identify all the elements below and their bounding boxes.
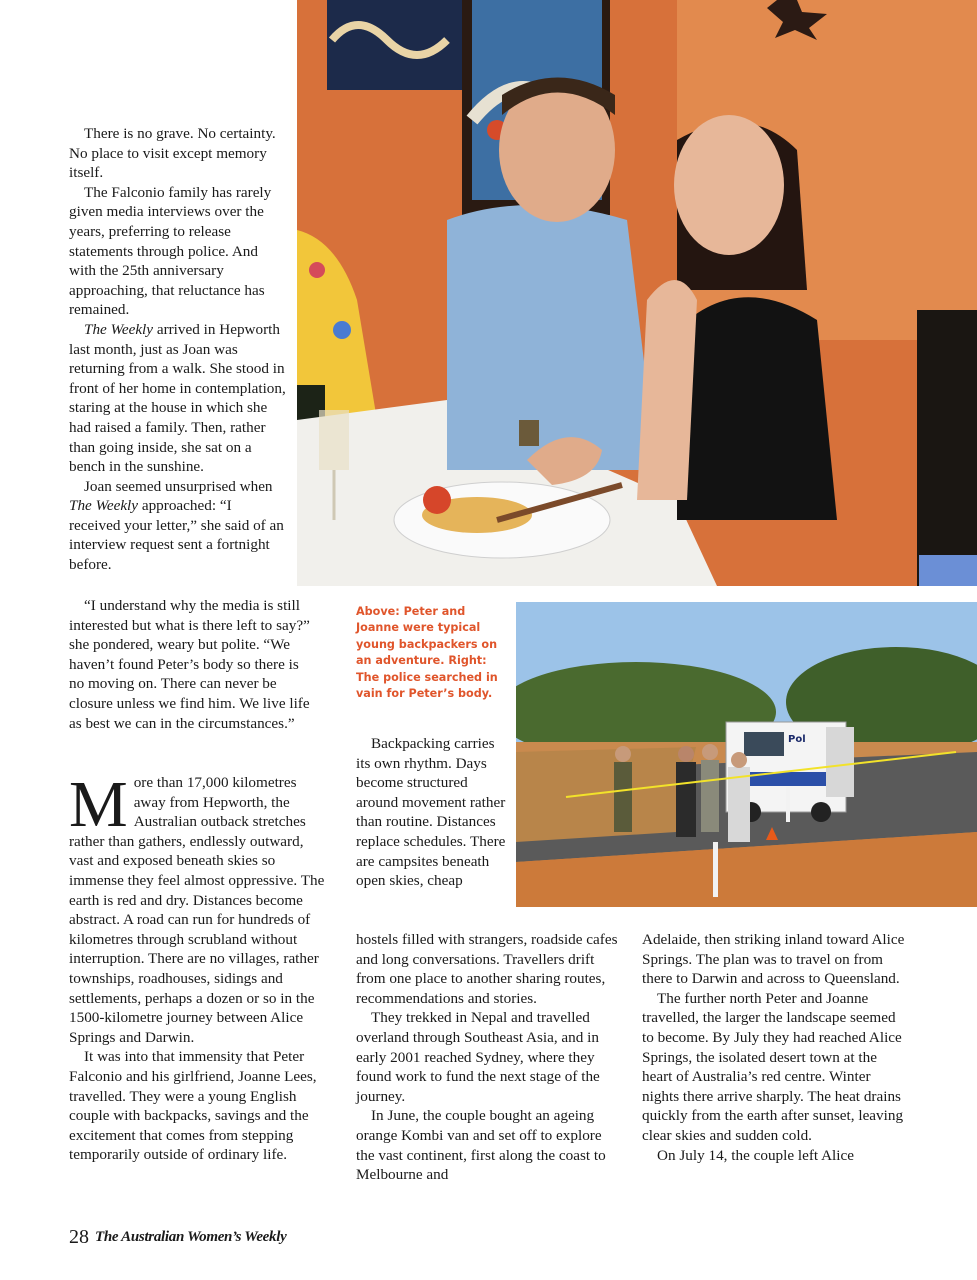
paragraph: On July 14, the couple left Alice <box>657 1146 854 1164</box>
page-number: 28 <box>69 1226 89 1248</box>
paragraph: Backpacking carries its own rhythm. Days become structured around movement rather than routine. Distances replace schedules. There are campsites beneath open skies, cheap <box>356 735 506 890</box>
paragraph: Adelaide, then striking inland toward Alice Springs. The plan was to travel on from there to Darwin and across to Queensland. <box>642 931 905 988</box>
paragraph: The Falconio family has rarely given media interviews over the years, preferring to release statements through police. And with the 25th anniversary approaching, that reluctance has remained. <box>69 183 272 319</box>
paragraph: It was into that immensity that Peter Falconio and his girlfriend, Joanne Lees, travelled. They were a young English couple with backpacks, savings and the excitement that comes from stepping temporarily outside of ordinary life. <box>69 1048 317 1164</box>
magazine-name: The Australian Women’s Weekly <box>95 1229 287 1245</box>
column-2 <box>356 930 622 1185</box>
publication-name: The Weekly <box>69 497 139 515</box>
photo-caption: Above: Peter and Joanne were typical young backpackers on an adventure. Right: The police searched in vain for Peter’s body. <box>356 605 498 701</box>
van-sign: Pol <box>788 734 806 745</box>
couple-photo-art <box>297 0 977 586</box>
column-1-continued <box>69 596 317 733</box>
paragraph: “I understand why the media is still interested but what is there left to say?” she pondered, weary but polite. “We haven’t found Peter’s body so there is no moving on. There can never be closure unless we find him. We live life as best we can in the circumstances.” <box>69 597 310 732</box>
column-1 <box>69 124 286 575</box>
paragraph: hostels filled with strangers, roadside cafes and long conversations. Travellers drift from one place to another sharing routes, recommendations and stories. <box>356 931 618 1007</box>
photo-couple-restaurant <box>297 0 977 586</box>
paragraph: There is no grave. No certainty. No place to visit except memory itself. <box>69 125 276 182</box>
column-3 <box>642 930 910 1165</box>
paragraph: Joan seemed unsurprised when The Weekly approached: “I received your letter,” she said of an interview request sent a fortnight before. <box>69 477 284 574</box>
drop-cap: M <box>69 768 128 841</box>
paragraph: They trekked in Nepal and travelled overland through Southeast Asia, and in early 2001 reached Sydney, where they found work to fund the next stage of the journey. <box>356 1009 600 1105</box>
paragraph: More than 17,000 kilometres away from Hepworth, the Australian outback stretches rather than gathers, endlessly outward, vast and exposed beneath skies so immense they feel almost oppressive. The earth is red and dry. Distances become abstract. A road can run for hundreds of kilometres through scrubland without interruption. There are no villages, rather townships, roadhouses, sidings and settlements, perhaps a dozen or so in the 1500-kilometre journey between Alice Springs and Darwin. <box>69 768 325 1046</box>
column-2-narrow <box>356 734 506 891</box>
photo-police-search <box>516 602 977 907</box>
publication-name: The Weekly <box>84 320 154 338</box>
paragraph: In June, the couple bought an ageing orange Kombi van and set off to explore the vast continent, first along the coast to Melbourne and <box>356 1107 606 1184</box>
paragraph: The Weekly arrived in Hepworth last month, just as Joan was returning from a walk. She stood in front of her home in contemplation, staring at the house in which she had raised a family. Then, rather than going inside, she sat on a bench in the sunshine. <box>69 320 286 476</box>
paragraph: The further north Peter and Joanne travelled, the larger the landscape seemed to become. By July they had reached Alice Springs, the isolated desert town at the heart of Australia’s red centre. Winter nights there arrive sharply. The heat drains quickly from the earth after sunset, leaving clear skies and sudden cold. <box>642 989 904 1144</box>
police-photo-art <box>516 602 977 907</box>
column-1-section-2 <box>69 768 331 1165</box>
